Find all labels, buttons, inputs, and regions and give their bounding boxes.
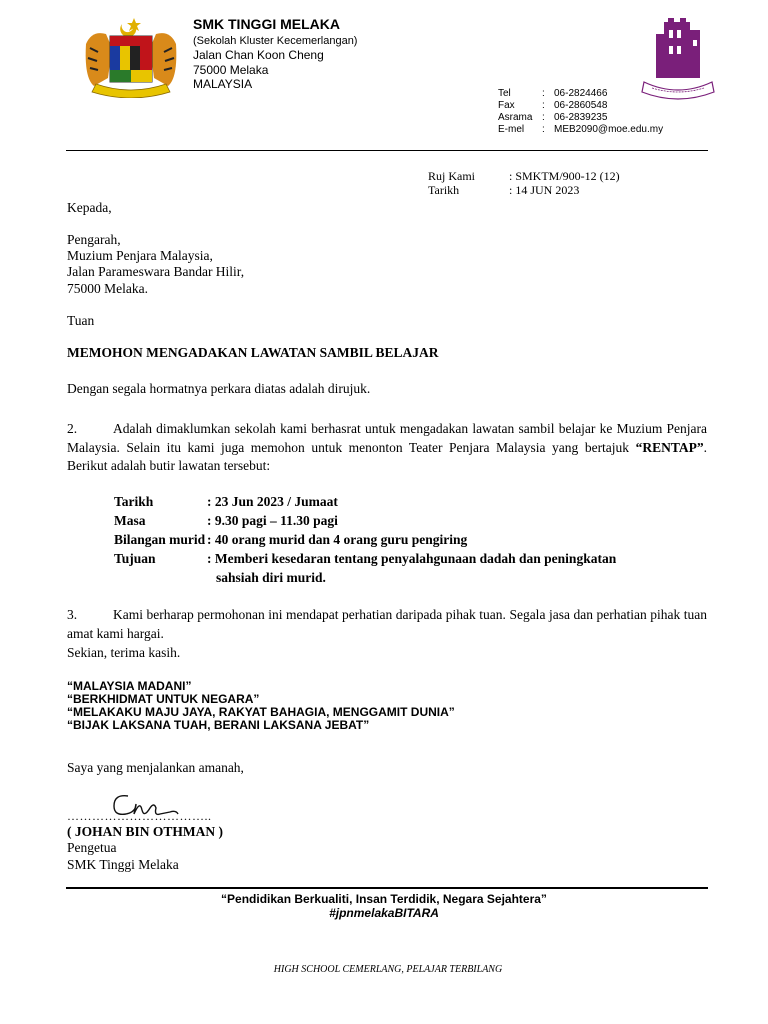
detail-value: : 23 Jun 2023 / Jumaat	[207, 494, 338, 509]
detail-row	[114, 549, 616, 587]
address-line-1: Jalan Chan Koon Cheng	[193, 48, 324, 62]
school-name: SMK TINGGI MELAKA	[193, 16, 340, 32]
slogan-line: “MALAYSIA MADANI”	[67, 679, 192, 693]
recipient-line-1: Pengarah,	[67, 232, 121, 247]
contact-sep: :	[542, 112, 545, 123]
contact-value: 06-2860548	[554, 100, 608, 111]
subject-heading: MEMOHON MENGADAKAN LAWATAN SAMBIL BELAJAR	[67, 345, 439, 360]
recipient-line-2: Muzium Penjara Malaysia,	[67, 248, 213, 263]
paragraph-2-number: 2.	[67, 421, 78, 436]
address-line-3: MALAYSIA	[193, 77, 253, 91]
amanah-line: Saya yang menjalankan amanah,	[67, 760, 244, 775]
detail-value: : 9.30 pagi – 11.30 pagi	[207, 513, 338, 528]
detail-label: Bilangan murid	[114, 532, 206, 547]
signatory-org: SMK Tinggi Melaka	[67, 857, 179, 872]
coat-of-arms-icon	[78, 14, 184, 98]
detail-value	[207, 549, 616, 587]
tarikh-value: : 14 JUN 2023	[509, 183, 580, 197]
header-divider	[66, 150, 708, 151]
detail-value: : 40 orang murid dan 4 orang guru pengiring	[207, 532, 468, 547]
detail-label: Tujuan	[114, 551, 156, 566]
school-subtitle: (Sekolah Kluster Kecemerlangan)	[193, 35, 358, 47]
ruj-value: : SMKTM/900-12 (12)	[509, 169, 620, 183]
slogan-line: “BIJAK LAKSANA TUAH, BERANI LAKSANA JEBAT”	[67, 718, 370, 732]
signature-dots: ……………………………..	[67, 809, 212, 823]
slogan-line: “MELAKAKU MAJU JAYA, RAKYAT BAHAGIA, MENGGAMIT DUNIA”	[67, 705, 455, 719]
contact-value: 06-2839235	[554, 112, 608, 123]
contact-row	[498, 88, 663, 100]
paragraph-2-text: Adalah dimaklumkan sekolah kami berhasrat untuk mengadakan lawatan sambil belajar ke Muzium Penjara Malaysia. Selain itu kami juga memohon untuk menonton Teater Penjara Malaysia yang bertajuk	[67, 421, 707, 455]
signatory-title: Pengetua	[67, 840, 117, 855]
contact-email[interactable]: MEB2090@moe.edu.my	[554, 124, 664, 135]
contact-label: E-mel	[498, 124, 525, 135]
contact-label: Tel	[498, 88, 511, 99]
recipient-line-3: Jalan Parameswara Bandar Hilir,	[67, 264, 245, 279]
footer-motto: HIGH SCHOOL CEMERLANG, PELAJAR TERBILANG	[273, 964, 503, 975]
detail-row	[114, 492, 616, 511]
paragraph-2-end: . Berikut adalah butir lawatan tersebut:	[67, 439, 707, 473]
detail-value-line-2: sahsiah diri murid.	[216, 570, 326, 585]
theatre-title: “RENTAP”	[635, 439, 704, 455]
paragraph-1: Dengan segala hormatnya perkara diatas adalah dirujuk.	[67, 381, 371, 396]
slogans	[67, 680, 455, 732]
footer-quote: “Pendidikan Berkualiti, Insan Terdidik, Negara Sejahtera”	[221, 892, 547, 906]
paragraph-3-text: Kami berharap permohonan ini mendapat perhatian daripada pihak tuan. Segala jasa dan perhatian pihak tuan amat kami hargai.	[67, 607, 707, 641]
footer-hashtag: #jpnmelakaBITARA	[329, 906, 439, 920]
visit-details	[114, 492, 616, 587]
contact-label: Asrama	[498, 112, 533, 123]
signatory-name: ( JOHAN BIN OTHMAN )	[67, 824, 223, 839]
contact-sep: :	[542, 88, 545, 99]
contact-row	[498, 100, 663, 112]
reference-block	[428, 169, 620, 197]
paragraph-3-number: 3.	[67, 607, 78, 622]
salutation: Tuan	[67, 313, 95, 328]
contact-label: Fax	[498, 100, 515, 111]
paragraph-3	[67, 606, 707, 643]
contact-row	[498, 112, 663, 124]
detail-label: Tarikh	[114, 494, 154, 509]
address-line-2: 75000 Melaka	[193, 63, 269, 77]
contact-sep: :	[542, 124, 545, 135]
detail-row	[114, 511, 616, 530]
contact-table	[498, 88, 663, 136]
slogan-line: “BERKHIDMAT UNTUK NEGARA”	[67, 692, 260, 706]
tarikh-label: Tarikh	[428, 183, 460, 197]
kepada: Kepada,	[67, 200, 112, 215]
footer-divider	[66, 887, 708, 889]
contact-sep: :	[542, 100, 545, 111]
paragraph-2	[67, 420, 707, 476]
closing-line: Sekian, terima kasih.	[67, 645, 181, 660]
recipient-line-4: 75000 Melaka.	[67, 281, 148, 296]
ruj-label: Ruj Kami	[428, 169, 475, 183]
detail-value-line-1: : Memberi kesedaran tentang penyalahgunaan dadah dan peningkatan	[207, 551, 617, 566]
detail-row	[114, 530, 616, 549]
contact-value: 06-2824466	[554, 88, 608, 99]
contact-row	[498, 124, 663, 136]
detail-label: Masa	[114, 513, 146, 528]
